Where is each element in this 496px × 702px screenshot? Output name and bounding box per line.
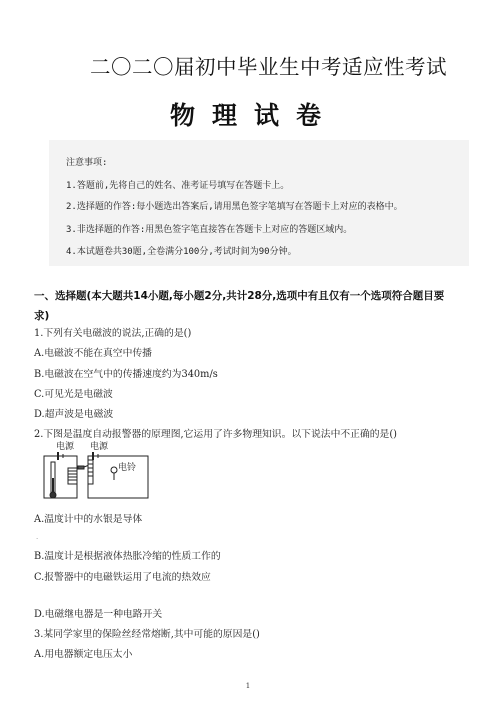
option: A.温度计中的水银是导体 xyxy=(34,514,143,525)
option: C.可见光是电磁波 xyxy=(34,389,113,400)
alarm-circuit-diagram xyxy=(40,440,155,502)
bell-circuit xyxy=(88,452,148,498)
subject-title: 物理试卷 xyxy=(169,101,338,130)
option: B.电磁波在空气中的传播速度约为340m/s xyxy=(34,369,218,380)
notice-item: 2.选择题的作答:每小题选出答案后,请用黑色签字笔填写在答题卡上对应的表格中。 xyxy=(66,202,403,212)
notice-heading: 注意事项: xyxy=(66,158,108,168)
stray-mark: . xyxy=(36,533,39,541)
question-stem: 2.下图是温度自动报警器的原理图,它运用了许多物理知识。以下说法中不正确的是() xyxy=(34,429,397,440)
option: A.用电器额定电压太小 xyxy=(34,649,133,660)
power-source-label: 电源 xyxy=(90,442,109,452)
notice-item: 3.非选择题的作答:用黑色签字笔直接答在答题卡上对应的答题区域内。 xyxy=(66,225,353,235)
option: C.报警器中的电磁铁运用了电流的热效应 xyxy=(34,572,211,583)
question-stem: 1.下列有关电磁波的说法,正确的是() xyxy=(34,328,192,339)
power-source-label: 电源 xyxy=(56,442,75,452)
question-stem: 3.某同学家里的保险丝经常熔断,其中可能的原因是() xyxy=(34,629,260,640)
notice-item: 4.本试题卷共30题,全卷满分100分,考试时间为90分钟。 xyxy=(66,247,297,257)
section-heading: 一、选择题(本大题共14小题,每小题2分,共计28分,选项中有且仅有一个选项符合题目要求) xyxy=(34,290,445,322)
option: B.温度计是根据液体热胀冷缩的性质工作的 xyxy=(34,551,221,562)
notice-box xyxy=(49,140,469,266)
option: D.超声波是电磁波 xyxy=(34,409,114,420)
bell-label: 电铃 xyxy=(118,463,137,473)
notice-item: 1.答题前,先将自己的姓名、准考证号填写在答题卡上。 xyxy=(66,181,290,191)
option: A.电磁波不能在真空中传播 xyxy=(34,348,152,359)
exam-title: 二〇二〇届初中毕业生中考适应性考试 xyxy=(90,55,447,79)
page-number: 1 xyxy=(245,682,251,690)
option: D.电磁继电器是一种电路开关 xyxy=(34,609,163,620)
